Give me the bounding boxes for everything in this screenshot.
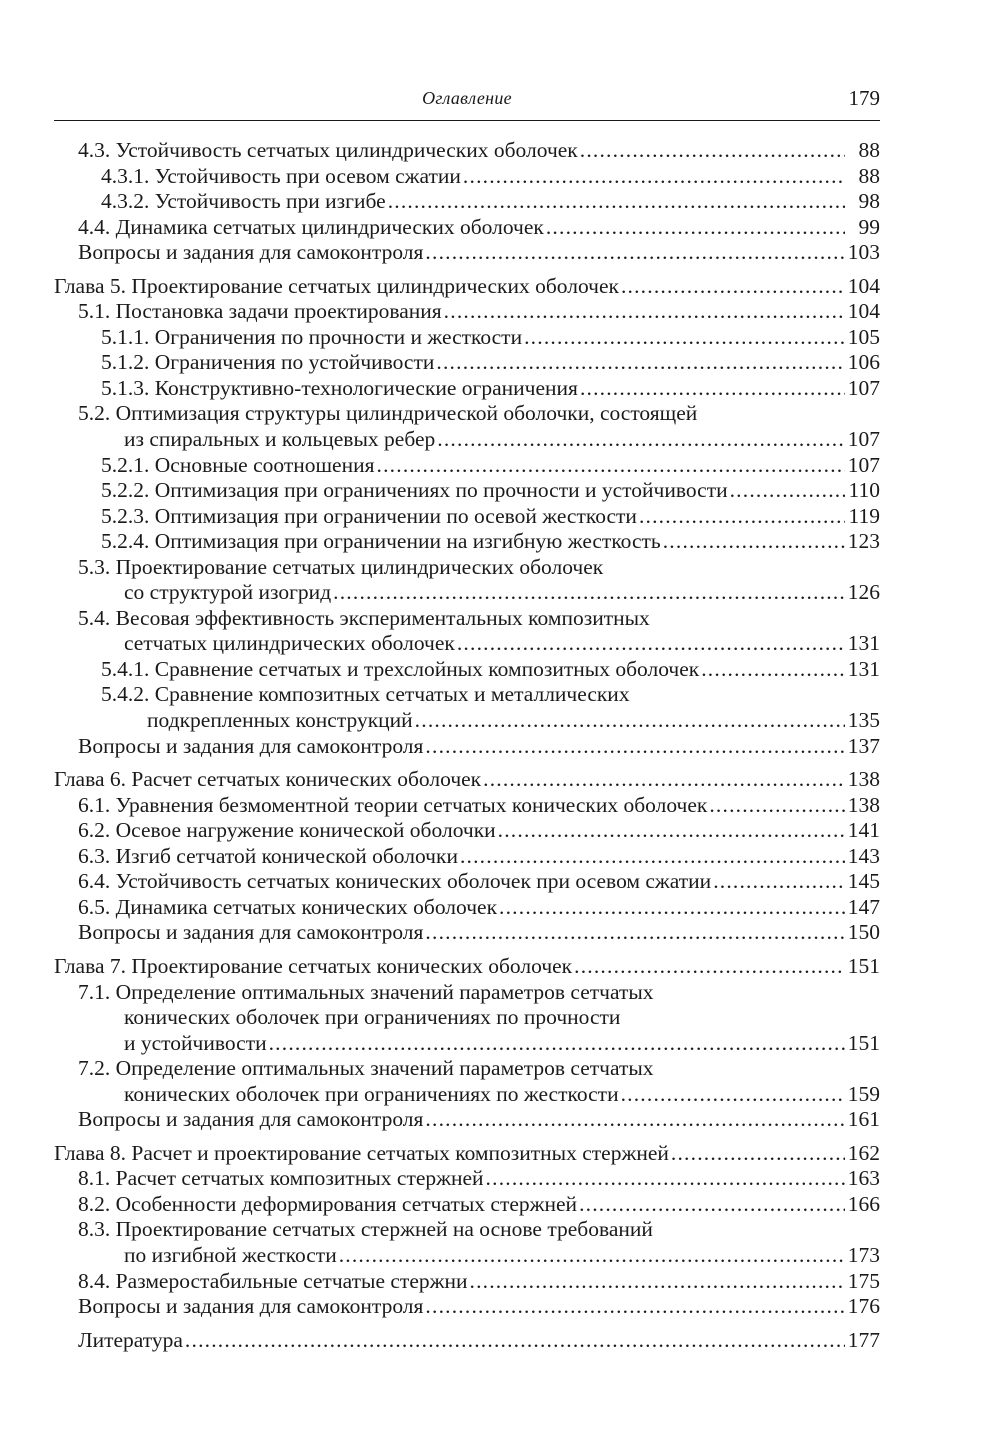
dot-leader: [572, 954, 845, 980]
page-number: 179: [848, 86, 880, 110]
toc-entry-page: 173: [847, 1242, 880, 1267]
toc-entry-page: 151: [847, 1030, 880, 1055]
dot-leader: [711, 869, 845, 895]
toc-entry: [54, 1269, 880, 1295]
toc-entry-page: 104: [847, 273, 880, 298]
toc-entry: [54, 606, 880, 632]
toc-entry-title: Вопросы и задания для самоконтроля: [78, 240, 424, 265]
dot-leader: [578, 138, 845, 164]
toc-entry: [54, 164, 880, 190]
toc-entry: [54, 427, 880, 453]
dot-leader: [699, 657, 845, 683]
toc-entry: [54, 682, 880, 708]
toc-entry-title: 4.3.1. Устойчивость при осевом сжатии: [101, 163, 461, 188]
toc-entry: [54, 189, 880, 215]
toc-entry-page: 141: [847, 818, 880, 843]
toc-entry-page: 123: [847, 529, 880, 554]
dot-leader: [331, 580, 845, 606]
toc-entry-title: 5.1.2. Ограничения по устойчивости: [101, 350, 435, 375]
toc-entry: [54, 215, 880, 241]
toc-entry-title: 5.1.3. Конструктивно-технологические ограничения: [101, 375, 578, 400]
dot-leader: [461, 164, 845, 190]
toc-entry: [54, 920, 880, 946]
dot-leader: [458, 844, 845, 870]
toc-entry: [54, 1243, 880, 1269]
dot-leader: [267, 1031, 845, 1057]
toc-entry-title: Глава 7. Проектирование сетчатых конических оболочек: [54, 953, 573, 978]
toc-entry-page: 135: [847, 708, 880, 733]
toc-entry-page: 162: [847, 1140, 880, 1165]
toc-entry-title: 5.4.1. Сравнение сетчатых и трехслойных композитных оболочек: [101, 656, 700, 681]
table-of-contents: [54, 138, 880, 1353]
toc-entry: [54, 1141, 880, 1167]
toc-entry-title: Вопросы и задания для самоконтроля: [78, 920, 424, 945]
toc-entry-title: конических оболочек при ограничениях по прочности: [124, 1005, 621, 1030]
toc-entry-page: 137: [847, 733, 880, 758]
toc-entry-title: Вопросы и задания для самоконтроля: [78, 1107, 424, 1132]
toc-entry-title: 5.1. Постановка задачи проектирования: [78, 299, 442, 324]
dot-leader: [423, 1107, 845, 1133]
toc-entry: [54, 1056, 880, 1082]
dot-leader: [337, 1243, 845, 1269]
dot-leader: [423, 920, 845, 946]
toc-entry-page: 107: [847, 375, 880, 400]
toc-entry-title: 5.1.1. Ограничения по прочности и жесткости: [101, 324, 523, 349]
dot-leader: [481, 767, 845, 793]
toc-entry-title: сетчатых цилиндрических оболочек: [124, 631, 455, 656]
dot-leader: [423, 240, 845, 266]
toc-entry: [54, 631, 880, 657]
toc-entry-page: 145: [847, 869, 880, 894]
dot-leader: [577, 1192, 845, 1218]
toc-entry-title: 5.2.2. Оптимизация при ограничениях по прочности и устойчивости: [101, 478, 728, 503]
dot-leader: [497, 895, 845, 921]
toc-entry-page: 175: [847, 1268, 880, 1293]
toc-entry-page: 131: [847, 656, 880, 681]
toc-entry: [54, 980, 880, 1006]
toc-entry: [54, 325, 880, 351]
toc-entry-page: 98: [858, 189, 880, 214]
toc-entry-title: 5.2.3. Оптимизация при ограничении по осевой жесткости: [101, 503, 637, 528]
toc-entry-title: 6.3. Изгиб сетчатой конической оболочки: [78, 843, 458, 868]
toc-entry-title: 8.4. Размеростабильные сетчатые стержни: [78, 1268, 468, 1293]
toc-entry: [54, 504, 880, 530]
toc-entry-title: 5.2. Оптимизация структуры цилиндрической оболочки, состоящей: [78, 401, 698, 426]
dot-leader: [544, 215, 845, 241]
running-title: Оглавление: [422, 88, 512, 108]
dot-leader: [484, 1166, 845, 1192]
toc-entry: [54, 1192, 880, 1218]
toc-entry: [54, 1005, 880, 1031]
toc-entry: [54, 708, 880, 734]
toc-entry: [54, 138, 880, 164]
toc-entry: [54, 895, 880, 921]
dot-leader: [442, 299, 845, 325]
toc-entry-title: Литература: [78, 1327, 183, 1352]
dot-leader: [496, 818, 845, 844]
dot-leader: [707, 793, 845, 819]
toc-entry-title: по изгибной жесткости: [124, 1242, 337, 1267]
toc-entry-page: 106: [847, 350, 880, 375]
toc-entry: [54, 1107, 880, 1133]
toc-entry-title: со структурой изогрид: [124, 580, 332, 605]
toc-entry-title: Глава 5. Проектирование сетчатых цилиндрических оболочек: [54, 273, 619, 298]
toc-entry: [54, 240, 880, 266]
toc-entry-title: Глава 8. Расчет и проектирование сетчатых композитных стержней: [54, 1140, 669, 1165]
toc-entry: [54, 401, 880, 427]
toc-entry: [54, 580, 880, 606]
toc-entry-page: 105: [847, 324, 880, 349]
dot-leader: [183, 1328, 845, 1354]
toc-entry-title: Глава 6. Расчет сетчатых конических оболочек: [54, 767, 482, 792]
toc-entry-title: 8.2. Особенности деформирования сетчатых стержней: [78, 1191, 578, 1216]
toc-entry: [54, 657, 880, 683]
toc-entry: [54, 274, 880, 300]
toc-entry-title: 7.2. Определение оптимальных значений параметров сетчатых: [78, 1056, 654, 1081]
toc-entry-page: 163: [847, 1166, 880, 1191]
dot-leader: [435, 427, 845, 453]
toc-entry-page: 159: [847, 1081, 880, 1106]
toc-entry-title: 8.1. Расчет сетчатых композитных стержней: [78, 1166, 484, 1191]
section-gap: [54, 946, 880, 954]
toc-entry-page: 99: [858, 214, 880, 239]
toc-entry-page: 138: [847, 792, 880, 817]
toc-entry-title: 7.1. Определение оптимальных значений параметров сетчатых: [78, 979, 654, 1004]
toc-entry-page: 104: [847, 299, 880, 324]
toc-entry: [54, 478, 880, 504]
dot-leader: [619, 1082, 845, 1108]
toc-entry-page: 119: [848, 503, 880, 528]
toc-entry: [54, 1328, 880, 1354]
toc-entry-page: 107: [847, 452, 880, 477]
toc-entry: [54, 1082, 880, 1108]
section-gap: [54, 759, 880, 767]
dot-leader: [619, 274, 845, 300]
toc-entry: [54, 1166, 880, 1192]
toc-entry: [54, 818, 880, 844]
toc-entry-title: 6.2. Осевое нагружение конической оболочки: [78, 818, 496, 843]
toc-entry: [54, 529, 880, 555]
toc-entry: [54, 844, 880, 870]
toc-entry-title: 5.2.1. Основные соотношения: [101, 452, 375, 477]
toc-entry-page: 176: [847, 1294, 880, 1319]
toc-entry-page: 150: [847, 920, 880, 945]
toc-entry-page: 103: [847, 240, 880, 265]
toc-entry-title: 4.3.2. Устойчивость при изгибе: [101, 189, 386, 214]
toc-entry-title: 4.4. Динамика сетчатых цилиндрических оболочек: [78, 214, 544, 239]
dot-leader: [522, 325, 845, 351]
dot-leader: [669, 1141, 845, 1167]
toc-entry-title: 5.3. Проектирование сетчатых цилиндрических оболочек: [78, 554, 604, 579]
dot-leader: [728, 478, 845, 504]
toc-entry-title: из спиральных и кольцевых ребер: [124, 427, 436, 452]
toc-entry-title: и устойчивости: [124, 1030, 267, 1055]
dot-leader: [423, 734, 845, 760]
dot-leader: [455, 631, 845, 657]
toc-entry-title: подкрепленных конструкций: [147, 708, 413, 733]
toc-entry-page: 88: [858, 138, 880, 162]
toc-entry-title: 8.3. Проектирование сетчатых стержней на основе требований: [78, 1217, 653, 1242]
toc-entry: [54, 734, 880, 760]
toc-entry-title: Вопросы и задания для самоконтроля: [78, 733, 424, 758]
toc-entry: [54, 453, 880, 479]
toc-entry-title: 4.3. Устойчивость сетчатых цилиндрических оболочек: [78, 138, 578, 162]
toc-entry-title: 6.4. Устойчивость сетчатых конических оболочек при осевом сжатии: [78, 869, 712, 894]
section-gap: [54, 1320, 880, 1328]
toc-entry: [54, 376, 880, 402]
toc-entry-page: 138: [847, 767, 880, 792]
toc-entry: [54, 555, 880, 581]
toc-entry: [54, 767, 880, 793]
toc-entry-page: 151: [847, 953, 880, 978]
toc-entry-page: 88: [858, 163, 880, 188]
page-header: [54, 86, 880, 116]
toc-entry-title: конических оболочек при ограничениях по жесткости: [124, 1081, 619, 1106]
toc-entry: [54, 793, 880, 819]
toc-entry-title: 6.5. Динамика сетчатых конических оболочек: [78, 894, 498, 919]
toc-entry: [54, 350, 880, 376]
section-gap: [54, 1133, 880, 1141]
dot-leader: [637, 504, 845, 530]
toc-entry: [54, 954, 880, 980]
toc-entry-page: 110: [848, 478, 880, 503]
toc-entry-page: 161: [847, 1107, 880, 1132]
dot-leader: [375, 453, 845, 479]
toc-entry-page: 131: [847, 631, 880, 656]
dot-leader: [468, 1269, 846, 1295]
toc-entry: [54, 869, 880, 895]
toc-entry-title: 5.2.4. Оптимизация при ограничении на изгибную жесткость: [101, 529, 661, 554]
toc-entry-title: 5.4.2. Сравнение композитных сетчатых и металлических: [101, 682, 630, 707]
toc-entry: [54, 1217, 880, 1243]
dot-leader: [578, 376, 845, 402]
toc-entry-page: 177: [847, 1327, 880, 1352]
section-gap: [54, 266, 880, 274]
toc-entry-page: 126: [847, 580, 880, 605]
toc-entry: [54, 299, 880, 325]
toc-entry-title: 6.1. Уравнения безмоментной теории сетчатых конических оболочек: [78, 792, 708, 817]
toc-entry-page: 147: [847, 894, 880, 919]
toc-entry-page: 166: [847, 1191, 880, 1216]
toc-entry-title: Вопросы и задания для самоконтроля: [78, 1294, 424, 1319]
dot-leader: [423, 1294, 845, 1320]
toc-entry-title: 5.4. Весовая эффективность экспериментальных композитных: [78, 605, 650, 630]
dot-leader: [413, 708, 845, 734]
dot-leader: [661, 529, 845, 555]
dot-leader: [434, 350, 845, 376]
header-rule: [54, 120, 880, 121]
toc-entry-page: 107: [847, 427, 880, 452]
toc-entry: [54, 1031, 880, 1057]
dot-leader: [386, 189, 845, 215]
toc-entry-page: 143: [847, 843, 880, 868]
toc-entry: [54, 1294, 880, 1320]
